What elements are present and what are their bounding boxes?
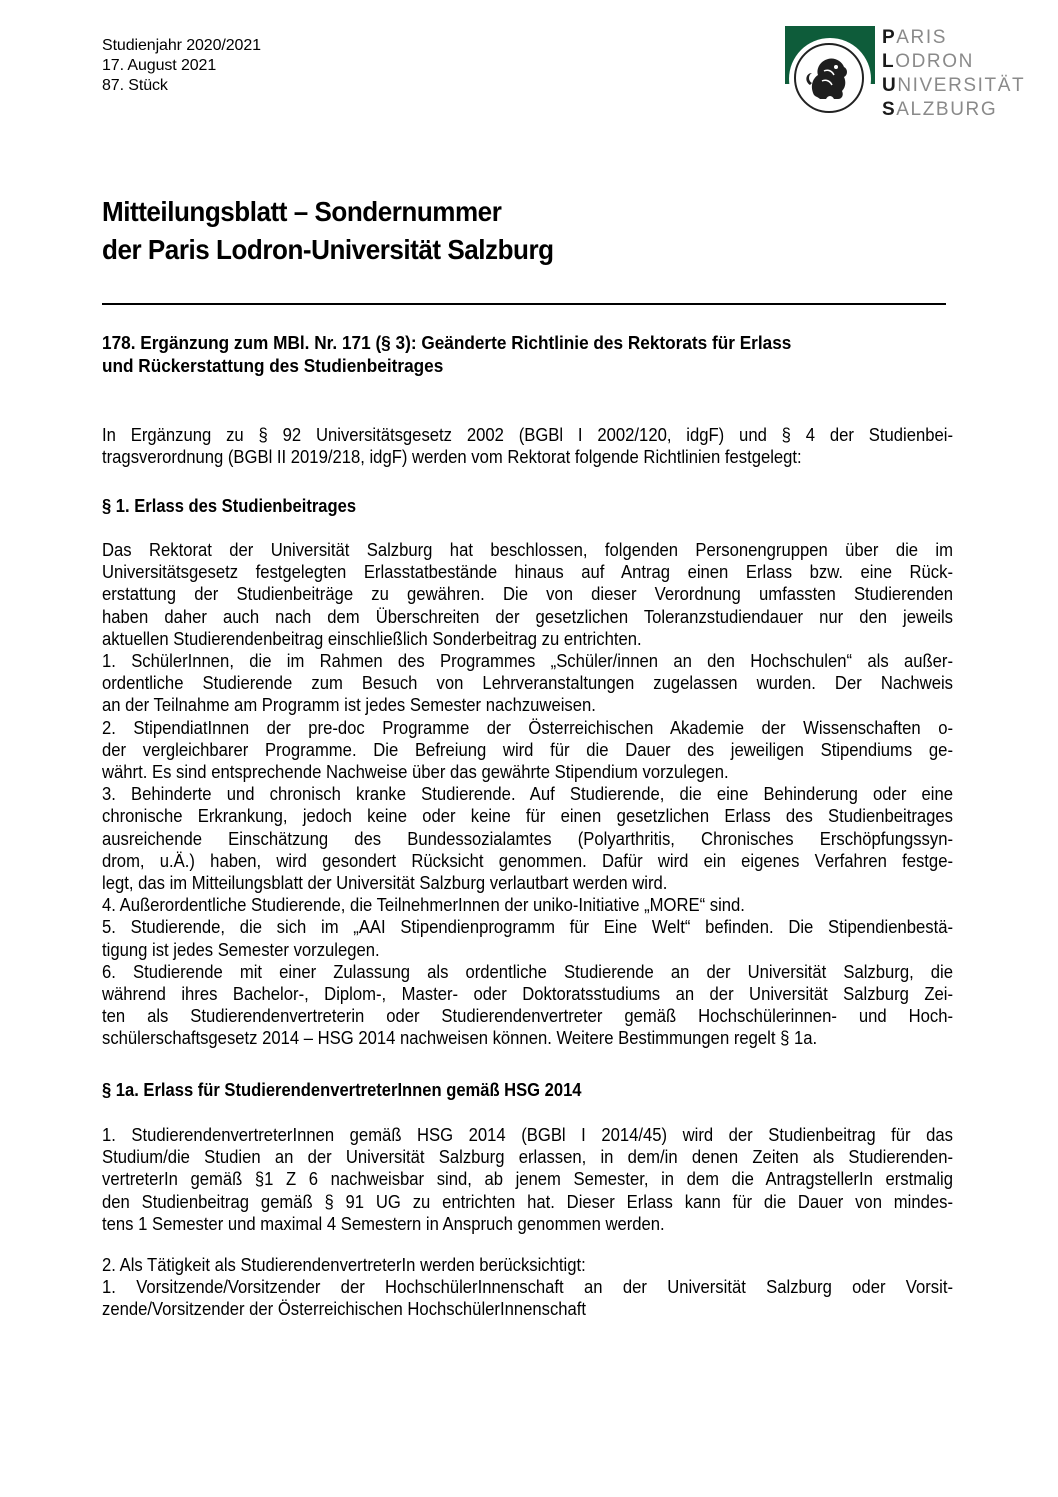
- text-line: 2. Als Tätigkeit als StudierendenvertreterIn werden berücksichtigt:: [102, 1255, 586, 1275]
- subtitle-line: und Rückerstattung des Studienbeitrages: [102, 355, 444, 376]
- list-item-line: 1. Vorsitzende/Vorsitzender der HochschülerInnenschaft an der Universität Salzburg oder Vorsit-: [102, 1277, 953, 1298]
- section-1a-paragraph-2: [102, 1254, 953, 1321]
- list-item-line: 5. Studierende, die sich im „AAI Stipendienprogramm für Eine Welt“ befinden. Die Stipendienbestä-: [102, 917, 953, 938]
- section-1a-heading: § 1a. Erlass für StudierendenvertreterInnen gemäß HSG 2014: [102, 1080, 582, 1100]
- text-line: haben daher auch nach dem Überschreiten der gesetzlichen Toleranzstudiendauer nur den jeweils: [102, 606, 953, 627]
- logo-word-paris: PARIS: [882, 27, 948, 48]
- list-item-line: legt, das im Mitteilungsblatt der Universität Salzburg verlautbart werden wird.: [102, 873, 668, 894]
- text-line: Universitätsgesetz festgelegten Erlasstatbestände hinaus auf Antrag einen Erlass bzw. eine Rück-: [102, 562, 953, 583]
- list-item-line: der vergleichbarer Programme. Die Befreiung wird für die Dauer des jeweiligen Stipendiums ge-: [102, 739, 953, 760]
- list-item-line: zende/Vorsitzender der Österreichischen HochschülerInnenschaft: [102, 1299, 587, 1320]
- issue-meta: [102, 36, 261, 96]
- list-item-line: drom, u.Ä.) haben, wird gesondert Rücksicht genommen. Dafür wird ein eigenes Verfahren festge-: [102, 850, 953, 871]
- logo-seal-backdrop: [789, 38, 871, 120]
- text-line: den Studienbeitrag gemäß § 91 UG zu entrichten hat. Dieser Erlass kann für die Dauer von mindes-: [102, 1191, 953, 1212]
- text-line: aktuellen Studierendenbeitrag einschließlich Sonderbeitrag zu entrichten.: [102, 628, 642, 649]
- text-line: 1. StudierendenvertreterInnen gemäß HSG 2014 (BGBl I 2014/45) wird der Studienbeitrag für das: [102, 1125, 953, 1145]
- list-item-line: an der Teilnahme am Programm ist jedes Semester nachzuweisen.: [102, 695, 596, 716]
- logo-wordmark: [882, 26, 1025, 122]
- list-item-line: ordentliche Studierende zum Besuch von Lehrveranstaltungen zugelassen wurden. Der Nachweis: [102, 673, 953, 694]
- list-item-line: 4. Außerordentliche Studierende, die TeilnehmerInnen der uniko-Initiative „MORE“ sind.: [102, 895, 745, 916]
- logo-word-salzburg: SALZBURG: [882, 99, 998, 120]
- text-line: Studium/die Studien an der Universität Salzburg erlassen, in dem/in denen Zeiten als Studierenden-: [102, 1147, 953, 1168]
- issue-number: 87. Stück: [102, 77, 168, 94]
- text-line: erstattung der Studienbeiträge zu gewähren. Die von dieser Verordnung umfassten Studierenden: [102, 584, 953, 605]
- title-line: Mitteilungsblatt – Sondernummer: [102, 196, 502, 227]
- subtitle-line: 178. Ergänzung zum MBl. Nr. 171 (§ 3): Geänderte Richtlinie des Rektorats für Erlass: [102, 332, 792, 353]
- list-item-line: schülerschaftsgesetz 2014 – HSG 2014 nachweisen können. Weitere Bestimmungen regelt § 1a.: [102, 1028, 818, 1049]
- list-item-line: 1. SchülerInnen, die im Rahmen des Programmes „Schüler/innen an den Hochschulen“ als außer-: [102, 651, 953, 672]
- list-item-line: tigung ist jedes Semester vorzulegen.: [102, 939, 380, 960]
- title-line: der Paris Lodron-Universität Salzburg: [102, 234, 554, 265]
- text-line: In Ergänzung zu § 92 Universitätsgesetz 2002 (BGBl I 2002/120, idgF) und § 4 der Studienbei-: [102, 425, 953, 445]
- section-1-heading: § 1. Erlass des Studienbeitrages: [102, 496, 357, 516]
- logo-word-universitaet: UNIVERSITÄT: [882, 75, 1026, 96]
- text-line: vertreterIn gemäß §1 Z 6 nachweisbar sind, ab jenem Semester, in dem die AntragstellerIn erstmalig: [102, 1169, 953, 1190]
- list-item-line: chronische Erkrankung, jedoch keine oder keine für einen gesetzlichen Erlass des Studienbeitrages: [102, 806, 953, 827]
- page-title: [102, 193, 554, 269]
- list-item-line: 2. StipendiatInnen der pre-doc Programme der Österreichischen Akademie der Wissenschaften o-: [102, 717, 953, 738]
- section-1-body: [102, 539, 953, 1050]
- list-item-line: währt. Es sind entsprechende Nachweise über das gewährte Stipendium vorzulegen.: [102, 762, 729, 783]
- issue-date: 17. August 2021: [102, 57, 217, 74]
- university-logo: [785, 26, 1040, 136]
- list-item-line: 3. Behinderte und chronisch kranke Studierende. Auf Studierende, die eine Behinderung oder eine: [102, 784, 953, 805]
- title-divider: [102, 303, 946, 305]
- text-line: Das Rektorat der Universität Salzburg hat beschlossen, folgenden Personengruppen über die im: [102, 540, 953, 560]
- academic-year: Studienjahr 2020/2021: [102, 37, 261, 54]
- list-item-line: ten als Studierendenvertreterin oder Studierendenvertreter gemäß Hochschülerinnen- und Hoch-: [102, 1006, 953, 1027]
- section-1a-paragraph-1: [102, 1124, 953, 1235]
- text-line: tens 1 Semester und maximal 4 Semestern in Anspruch genommen werden.: [102, 1213, 665, 1234]
- text-line: tragsverordnung (BGBl II 2019/218, idgF) werden vom Rektorat folgende Richtlinien festgelegt:: [102, 447, 802, 468]
- announcement-title: [102, 331, 939, 377]
- logo-word-lodron: LODRON: [882, 51, 974, 72]
- lion-seal-icon: [794, 43, 864, 113]
- list-item-line: 6. Studierende mit einer Zulassung als ordentliche Studierende an der Universität Salzburg, die: [102, 961, 953, 982]
- list-item-line: ausreichende Einschätzung des Bundessozialamtes (Polyarthritis, Chronisches Erschöpfungssyn-: [102, 828, 953, 849]
- list-item-line: während ihres Bachelor-, Diplom-, Master- oder Doktoratsstudiums an der Universität Salzburg Zei-: [102, 984, 953, 1005]
- intro-paragraph: [102, 424, 953, 468]
